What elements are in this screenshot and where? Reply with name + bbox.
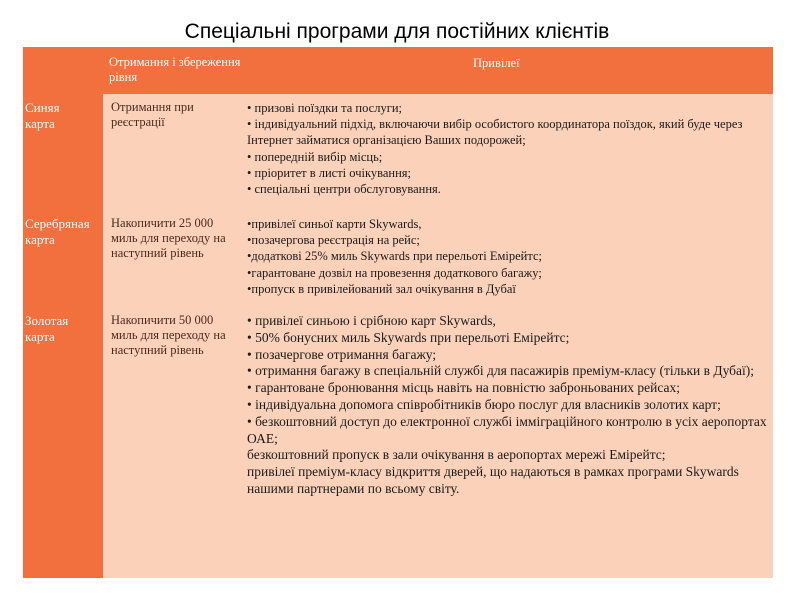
- row-gold-card-label: Золотая карта: [25, 313, 69, 344]
- header-privileges: Привілеї: [473, 56, 520, 70]
- row-blue-card-privileges: [247, 100, 769, 197]
- list-item: • спеціальні центри обслуговування.: [247, 182, 441, 197]
- list-item: • індивідуальний підхід, включаючи вибір особистого координатора поїздок, який буде через Інтернет займатися організацією Ваших подорожей;: [247, 117, 743, 148]
- header-requirement: Отримання і збереження рівня: [109, 55, 241, 84]
- row-blue-card-requirement: Отримання при реєстрації: [111, 100, 194, 129]
- loyalty-table: [23, 47, 773, 578]
- list-item: • безкоштовний доступ до електронної службі імміграційного контролю в усіх аеропортах ОАЕ;: [247, 413, 767, 446]
- row-blue-card-label: Синяя карта: [25, 100, 60, 131]
- list-item: •позачергова реєстрація на рейс;: [247, 233, 420, 248]
- list-item: • 50% бонусних миль Skywards при перельоті Емірейтс;: [247, 329, 570, 345]
- list-item: •додаткові 25% миль Skywards при перельоті Емірейтс;: [247, 249, 543, 264]
- list-item: • привілеї синьою і срібною карт Skywards,: [247, 313, 496, 328]
- row-silver-card-requirement: Накопичити 25 000 миль для переходу на наступний рівень: [111, 216, 226, 260]
- row-gold-card-privileges: [247, 313, 769, 498]
- list-item: • індивідуальна допомога співробітників бюро послуг для власників золотих карт;: [247, 396, 721, 412]
- list-item: • призові поїздки та послуги;: [247, 101, 402, 115]
- list-item: • пріоритет в листі очікування;: [247, 165, 411, 180]
- list-item: • попередній вибір місць;: [247, 149, 383, 164]
- list-item: • гарантоване бронювання місць навіть на повністю заброньованих рейсах;: [247, 380, 681, 396]
- list-item: • позачергове отримання багажу;: [247, 346, 437, 362]
- row-silver-card-privileges: [247, 216, 769, 297]
- page-title: Спеціальні програми для постійних клієнтів: [184, 20, 610, 43]
- row-silver-card-label: Серебряная карта: [25, 216, 90, 247]
- list-item: • отримання багажу в спеціальній службі для пасажирів преміум-класу (тільки в Дубаї);: [247, 363, 755, 379]
- list-item: •гарантоване дозвіл на провезення додаткового багажу;: [247, 265, 542, 280]
- list-item: •привілеї синьої карти Skywards,: [247, 217, 422, 231]
- list-item: привілеї преміум-класу відкриття дверей, що надаються в рамках програми Skywards нашими партнерами по всьому світу.: [247, 464, 739, 496]
- list-item: •пропуск в привілейований зал очікування в Дубаї: [247, 281, 516, 296]
- list-item: безкоштовний пропуск в зали очікування в аеропортах мережі Емірейтс;: [247, 447, 666, 463]
- row-gold-card-requirement: Накопичити 50 000 миль для переходу на наступний рівень: [111, 313, 226, 357]
